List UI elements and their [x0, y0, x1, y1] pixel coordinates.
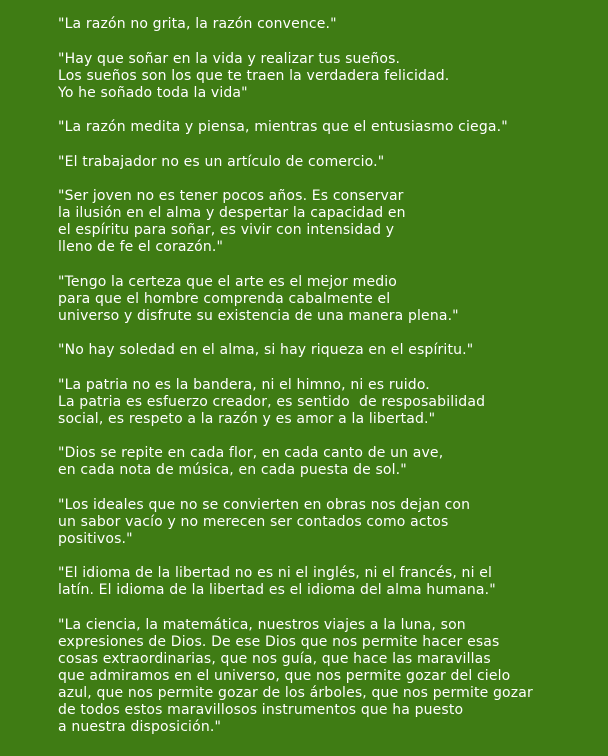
quote-line: la ilusión en el alma y despertar la capacidad en — [58, 205, 406, 221]
quote-line: en cada nota de música, en cada puesta de sol." — [58, 462, 407, 478]
quote-9 — [58, 445, 598, 479]
quote-line: "La razón medita y piensa, mientras que el entusiasmo ciega." — [58, 119, 508, 135]
quote-line: "La razón no grita, la razón convence." — [58, 16, 337, 32]
quote-5 — [58, 188, 598, 256]
quote-8 — [58, 377, 598, 428]
quote-7 — [58, 342, 598, 359]
quote-line: a nuestra disposición." — [58, 718, 222, 735]
quote-line: un sabor vacío y no merecen ser contados como actos — [58, 513, 449, 530]
quote-line: "La ciencia, la matemática, nuestros viajes a la luna, son — [58, 616, 466, 633]
quote-12 — [58, 617, 598, 736]
quote-line: cosas extraordinarias, que nos guía, que hace las maravillas — [58, 650, 491, 667]
quote-line: Los sueños son los que te traen la verdadera felicidad. — [58, 67, 450, 84]
quote-4 — [58, 154, 598, 171]
quote-line: "No hay soledad en el alma, si hay riqueza en el espíritu." — [58, 342, 474, 358]
quote-line: "El idioma de la libertad no es ni el inglés, ni el francés, ni el — [58, 565, 493, 581]
quote-line: "Dios se repite en cada flor, en cada canto de un ave, — [58, 445, 444, 461]
quote-line: latín. El idioma de la libertad es el idioma del alma humana." — [58, 582, 496, 598]
quote-list — [58, 16, 598, 736]
quote-1 — [58, 16, 598, 33]
quote-line: "Hay que soñar en la vida y realizar tus sueños. — [58, 50, 401, 67]
quote-3 — [58, 119, 598, 136]
quote-line: azul, que nos permite gozar de los árboles, que nos permite gozar — [58, 684, 533, 701]
quote-line: positivos." — [58, 530, 133, 547]
quote-line: "La patria no es la bandera, ni el himno, ni es ruido. — [58, 376, 430, 393]
quote-line: lleno de fe el corazón." — [58, 239, 224, 255]
quote-line: "Tengo la certeza que el arte es el mejor medio — [58, 273, 397, 290]
quote-line: "Ser joven no es tener pocos años. Es conservar — [58, 188, 404, 204]
quote-2 — [58, 51, 598, 102]
quote-line: universo y disfrute su existencia de una manera plena." — [58, 307, 459, 324]
quote-11 — [58, 565, 598, 599]
quote-line: "Los ideales que no se convierten en obras nos dejan con — [58, 496, 471, 513]
quote-line: "El trabajador no es un artículo de comercio." — [58, 153, 385, 170]
quote-line: social, es respeto a la razón y es amor a la libertad." — [58, 410, 436, 427]
quote-line: de todos estos maravillosos instrumentos que ha puesto — [58, 701, 464, 718]
quote-line: expresiones de Dios. De ese Dios que nos permite hacer esas — [58, 633, 500, 650]
quote-line: La patria es esfuerzo creador, es sentido de resposabilidad — [58, 393, 486, 410]
quote-line: que admiramos en el universo, que nos permite gozar del cielo — [58, 667, 511, 684]
quote-line: Yo he soñado toda la vida" — [58, 84, 248, 101]
quote-line: el espíritu para soñar, es vivir con intensidad y — [58, 222, 395, 238]
quote-line: para que el hombre comprenda cabalmente el — [58, 290, 391, 307]
quote-10 — [58, 497, 598, 548]
quote-6 — [58, 274, 598, 325]
